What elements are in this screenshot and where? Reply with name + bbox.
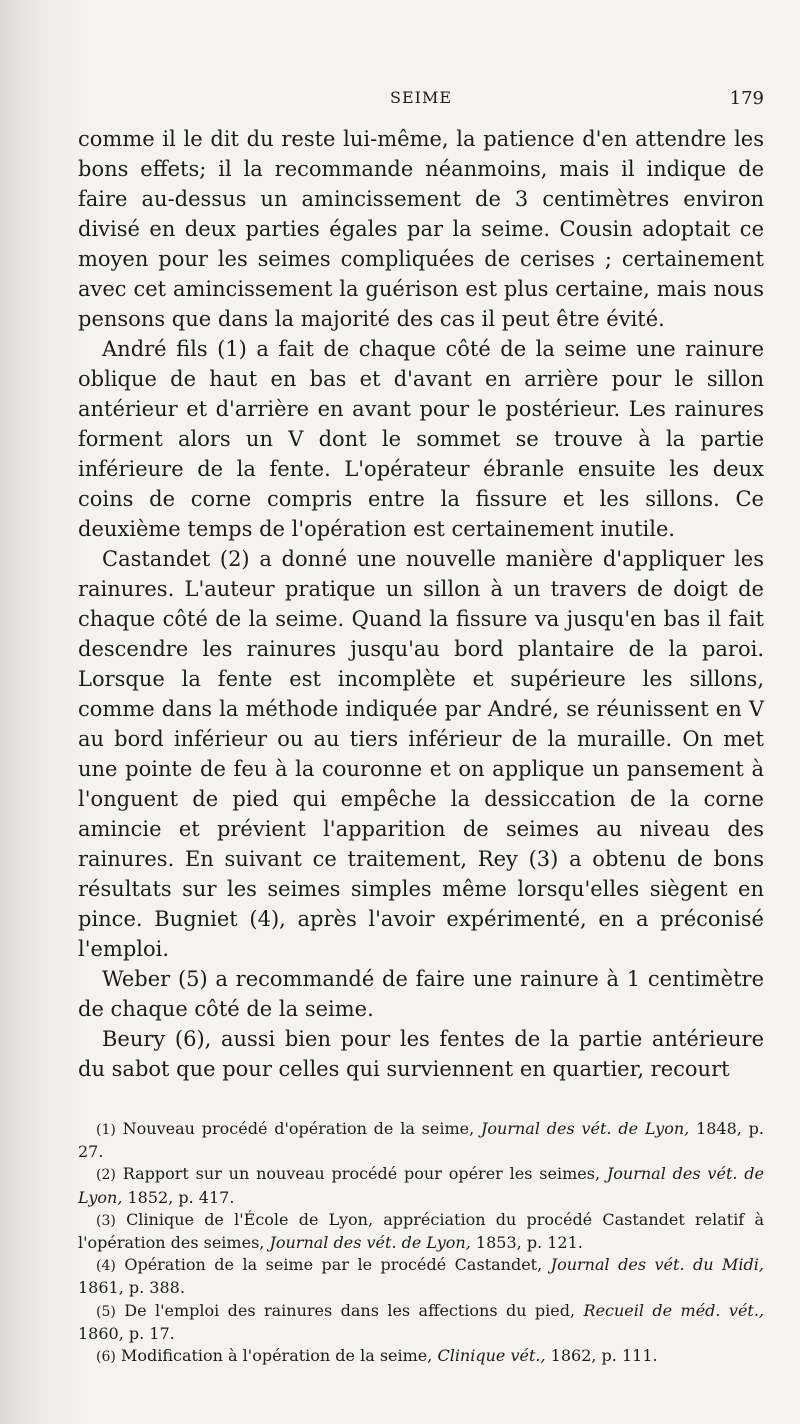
footnote-number: (2): [96, 1167, 116, 1184]
footnote-title: Opération de la seime par le procédé Castandet,: [124, 1255, 543, 1275]
footnote-title: Clinique de l'École de Lyon, appréciation du procédé Castandet relatif à l'opération des seimes,: [78, 1209, 764, 1253]
running-head: SEIME: [389, 88, 453, 107]
footnote-journal: Recueil de méd. vét.,: [583, 1300, 765, 1320]
page-number: 179: [729, 88, 764, 109]
page-header: [78, 88, 764, 116]
footnote-number: (5): [96, 1303, 116, 1320]
footnote: [78, 1300, 764, 1344]
footnote-title: Modification à l'opération de la seime,: [120, 1346, 433, 1366]
footnote-journal: Journal des vét. du Midi,: [550, 1255, 764, 1275]
footnote-ref: 1862, p. 111.: [550, 1346, 658, 1366]
body-text: [78, 124, 764, 1084]
footnote-number: (3): [96, 1212, 116, 1229]
paragraph-beury: Beury (6), aussi bien pour les fentes de la partie antérieure du sabot que pour celles qui surviennent en quartier, recourt: [78, 1027, 764, 1081]
paragraph-continuation: comme il le dit du reste lui-même, la patience d'en attendre les bons effets; il la recommande néanmoins, mais il indique de faire au-dessus un amincissement de 3 centimètres environ divisé en deux parties égales par la seime. Cousin adoptait ce moyen pour les seimes compliquées de cerises ; certainement avec cet amincissement la guérison est plus certaine, mais nous pensons que dans la majorité des cas il peut être évité.: [78, 127, 764, 331]
footnote-journal: Journal des vét. de Lyon,: [481, 1119, 690, 1138]
footnote-ref: 1852, p. 417.: [127, 1187, 235, 1207]
footnote-journal: Journal des vét. de Lyon,: [78, 1164, 764, 1207]
paragraph-castandet: Castandet (2) a donné une nouvelle manière d'appliquer les rainures. L'auteur pratique un sillon à un travers de doigt de chaque côté de la seime. Quand la fissure va jusqu'en bas il fait descendre les rainures jusqu'au bord plantaire de la paroi. Lorsque la fente est incomplète et supérieure les sillons, comme dans la méthode indiquée par André, se réunissent en V au bord inférieur ou au tiers inférieur de la muraille. On met une pointe de feu à la couronne et on applique un pansement à l'onguent de pied qui empêche la dessiccation de la corne amincie et prévient l'apparition de seimes au niveau des rainures. En suivant ce traitement, Rey (3) a obtenu de bons résultats sur les seimes simples même lorsqu'elles siègent en pince. Bugniet (4), après l'avoir expérimenté, en a préconisé l'emploi.: [78, 547, 764, 961]
footnote-ref: 1861, p. 388.: [78, 1278, 185, 1298]
footnote-ref: 1853, p. 121.: [475, 1233, 583, 1253]
footnote-number: (1): [96, 1122, 116, 1138]
footnote-title: Rapport sur un nouveau procédé pour opérer les seimes,: [122, 1164, 601, 1184]
footnotes: [78, 1118, 764, 1369]
footnote: [78, 1163, 764, 1207]
paragraph-weber: Weber (5) a recommandé de faire une rainure à 1 centimètre de chaque côté de la seime.: [78, 967, 764, 1021]
footnote-title: De l'emploi des rainures dans les affections du pied,: [124, 1300, 576, 1320]
footnote: [78, 1254, 764, 1298]
paragraph-andre: André fils (1) a fait de chaque côté de la seime une rainure oblique de haut en bas et d'avant en arrière pour le sillon antérieur et d'arrière en avant pour le postérieur. Les rainures forment alors un V dont le sommet se trouve à la partie inférieure de la fente. L'opérateur ébranle ensuite les deux coins de corne compris entre la fissure et les sillons. Ce deuxième temps de l'opération est certainement inutile.: [78, 337, 764, 541]
footnote: [78, 1209, 764, 1253]
footnote-journal: Journal des vét. de Lyon,: [269, 1233, 471, 1253]
footnote: [78, 1118, 764, 1162]
footnote-journal: Clinique vét.,: [437, 1346, 546, 1366]
footnote: [78, 1345, 764, 1368]
footnote-ref: 1860, p. 17.: [78, 1323, 175, 1343]
footnote-title: Nouveau procédé d'opération de la seime,: [122, 1119, 475, 1138]
footnote-ref: 1848, p. 27.: [78, 1119, 764, 1162]
footnote-number: (4): [96, 1258, 116, 1275]
footnote-number: (6): [96, 1349, 116, 1366]
